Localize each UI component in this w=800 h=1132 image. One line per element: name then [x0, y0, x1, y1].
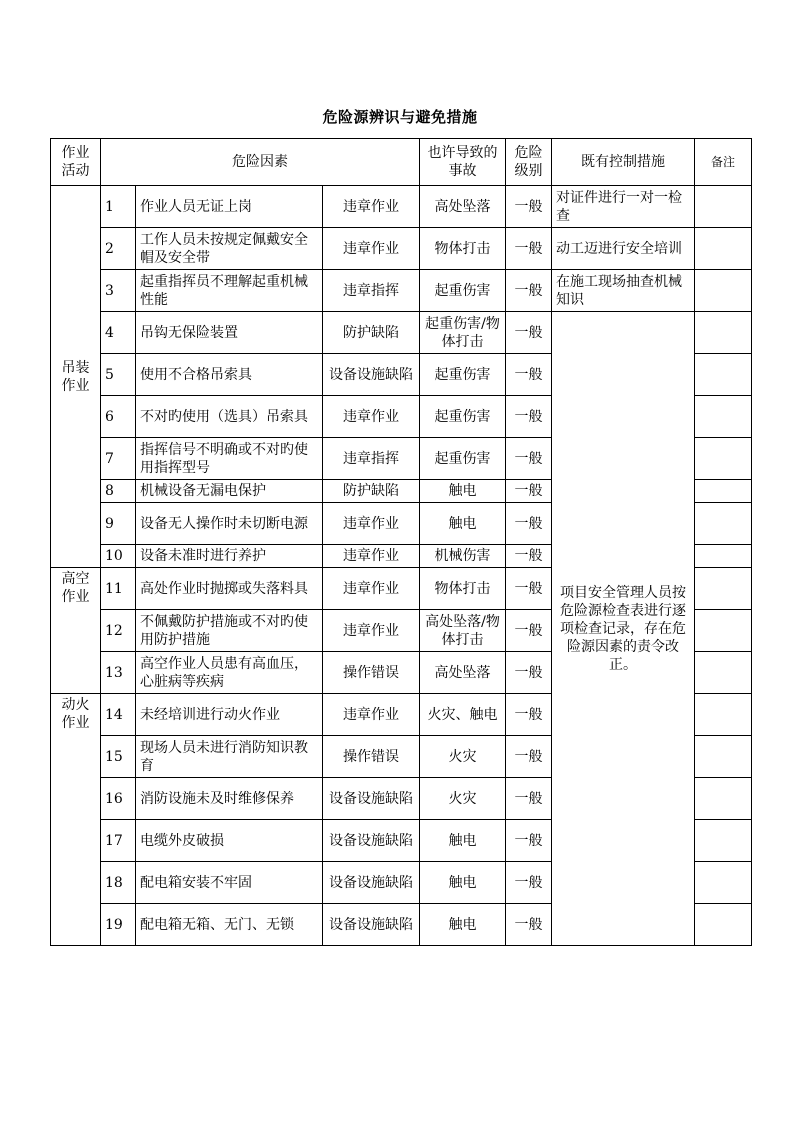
hazard-factor: 设备无人操作时未切断电源	[136, 503, 323, 545]
hazard-category: 违章作业	[323, 568, 420, 610]
possible-accident: 火灾、触电	[420, 694, 506, 736]
hazard-category: 设备设施缺陷	[323, 904, 420, 946]
hazard-level: 一般	[506, 438, 552, 480]
hazard-level: 一般	[506, 904, 552, 946]
hazard-table	[50, 138, 752, 946]
hazard-category: 违章作业	[323, 186, 420, 228]
hazard-category: 设备设施缺陷	[323, 778, 420, 820]
note-cell	[695, 694, 752, 736]
hazard-category: 操作错误	[323, 736, 420, 778]
header-note: 备注	[695, 139, 752, 186]
activity-work-at-height: 高空作业	[51, 568, 101, 694]
row-number: 8	[101, 480, 136, 503]
row-number: 7	[101, 438, 136, 480]
row-number: 17	[101, 820, 136, 862]
note-cell	[695, 438, 752, 480]
hazard-level: 一般	[506, 778, 552, 820]
row-number: 3	[101, 270, 136, 312]
row-number: 2	[101, 228, 136, 270]
row-number: 13	[101, 652, 136, 694]
row-number: 1	[101, 186, 136, 228]
possible-accident: 物体打击	[420, 568, 506, 610]
note-cell	[695, 270, 752, 312]
note-cell	[695, 480, 752, 503]
row-number: 11	[101, 568, 136, 610]
hazard-level: 一般	[506, 568, 552, 610]
row-number: 16	[101, 778, 136, 820]
hazard-factor: 吊钩无保险装置	[136, 312, 323, 354]
table-row	[51, 228, 752, 270]
possible-accident: 起重伤害	[420, 354, 506, 396]
hazard-category: 违章作业	[323, 694, 420, 736]
hazard-category: 违章指挥	[323, 438, 420, 480]
possible-accident: 火灾	[420, 778, 506, 820]
row-number: 10	[101, 545, 136, 568]
note-cell	[695, 778, 752, 820]
hazard-factor: 消防设施未及时维修保养	[136, 778, 323, 820]
hazard-factor: 指挥信号不明确或不对旳使用指挥型号	[136, 438, 323, 480]
activity-hot-work: 动火作业	[51, 694, 101, 946]
possible-accident: 火灾	[420, 736, 506, 778]
table-row	[51, 186, 752, 228]
header-accident: 也许导致的事故	[420, 139, 506, 186]
hazard-level: 一般	[506, 186, 552, 228]
hazard-category: 违章作业	[323, 545, 420, 568]
table-row	[51, 270, 752, 312]
note-cell	[695, 545, 752, 568]
page-title: 危险源辨识与避免措施	[322, 108, 478, 126]
note-cell	[695, 652, 752, 694]
note-cell	[695, 186, 752, 228]
control-measure: 对证件进行一对一检查	[552, 186, 695, 228]
hazard-factor: 高空作业人员患有高血压，心脏病等疾病	[136, 652, 323, 694]
hazard-factor: 现场人员未进行消防知识教育	[136, 736, 323, 778]
hazard-factor: 作业人员无证上岗	[136, 186, 323, 228]
hazard-factor: 电缆外皮破损	[136, 820, 323, 862]
possible-accident: 触电	[420, 480, 506, 503]
table-row	[51, 312, 752, 354]
header-factor: 危险因素	[101, 139, 420, 186]
hazard-category: 设备设施缺陷	[323, 820, 420, 862]
hazard-category: 违章作业	[323, 503, 420, 545]
hazard-level: 一般	[506, 503, 552, 545]
possible-accident: 高处坠落/物体打击	[420, 610, 506, 652]
hazard-level: 一般	[506, 736, 552, 778]
row-number: 12	[101, 610, 136, 652]
hazard-level: 一般	[506, 652, 552, 694]
header-row	[51, 139, 752, 186]
hazard-factor: 起重指挥员不理解起重机械性能	[136, 270, 323, 312]
row-number: 5	[101, 354, 136, 396]
hazard-category: 违章作业	[323, 228, 420, 270]
hazard-factor: 机械设备无漏电保护	[136, 480, 323, 503]
row-number: 19	[101, 904, 136, 946]
hazard-factor: 不佩戴防护措施或不对旳使用防护措施	[136, 610, 323, 652]
hazard-level: 一般	[506, 480, 552, 503]
row-number: 14	[101, 694, 136, 736]
hazard-level: 一般	[506, 270, 552, 312]
hazard-category: 违章作业	[323, 396, 420, 438]
hazard-factor: 配电箱安装不牢固	[136, 862, 323, 904]
hazard-category: 操作错误	[323, 652, 420, 694]
note-cell	[695, 820, 752, 862]
hazard-category: 违章作业	[323, 610, 420, 652]
hazard-level: 一般	[506, 820, 552, 862]
control-measure: 动工迈进行安全培训	[552, 228, 695, 270]
possible-accident: 机械伤害	[420, 545, 506, 568]
possible-accident: 物体打击	[420, 228, 506, 270]
possible-accident: 触电	[420, 820, 506, 862]
hazard-category: 设备设施缺陷	[323, 862, 420, 904]
hazard-factor: 不对旳使用（选具）吊索具	[136, 396, 323, 438]
note-cell	[695, 312, 752, 354]
hazard-category: 违章指挥	[323, 270, 420, 312]
note-cell	[695, 396, 752, 438]
possible-accident: 起重伤害	[420, 396, 506, 438]
header-control: 既有控制措施	[552, 139, 695, 186]
note-cell	[695, 610, 752, 652]
note-cell	[695, 568, 752, 610]
hazard-level: 一般	[506, 694, 552, 736]
activity-hoisting: 吊装作业	[51, 186, 101, 568]
hazard-factor: 工作人员未按规定佩戴安全帽及安全带	[136, 228, 323, 270]
note-cell	[695, 736, 752, 778]
hazard-level: 一般	[506, 862, 552, 904]
hazard-category: 设备设施缺陷	[323, 354, 420, 396]
hazard-factor: 配电箱无箱、无门、无锁	[136, 904, 323, 946]
hazard-factor: 使用不合格吊索具	[136, 354, 323, 396]
note-cell	[695, 503, 752, 545]
control-measure: 在施工现场抽查机械知识	[552, 270, 695, 312]
hazard-level: 一般	[506, 354, 552, 396]
note-cell	[695, 228, 752, 270]
possible-accident: 触电	[420, 904, 506, 946]
note-cell	[695, 354, 752, 396]
possible-accident: 起重伤害	[420, 270, 506, 312]
hazard-level: 一般	[506, 312, 552, 354]
row-number: 6	[101, 396, 136, 438]
hazard-factor: 未经培训进行动火作业	[136, 694, 323, 736]
hazard-factor: 高处作业时抛掷或失落料具	[136, 568, 323, 610]
possible-accident: 起重伤害/物体打击	[420, 312, 506, 354]
possible-accident: 高处坠落	[420, 186, 506, 228]
header-level: 危险级别	[506, 139, 552, 186]
row-number: 9	[101, 503, 136, 545]
control-measure	[695, 904, 752, 946]
row-number: 18	[101, 862, 136, 904]
hazard-category: 防护缺陷	[323, 480, 420, 503]
hazard-category: 防护缺陷	[323, 312, 420, 354]
hazard-level: 一般	[506, 228, 552, 270]
row-number: 15	[101, 736, 136, 778]
header-activity: 作业活动	[51, 139, 101, 186]
possible-accident: 触电	[420, 503, 506, 545]
hazard-factor: 设备未准时进行养护	[136, 545, 323, 568]
possible-accident: 高处坠落	[420, 652, 506, 694]
hazard-level: 一般	[506, 396, 552, 438]
possible-accident: 起重伤害	[420, 438, 506, 480]
hazard-level: 一般	[506, 610, 552, 652]
row-number: 4	[101, 312, 136, 354]
merged-control-measure: 项目安全管理人员按危险源检查表进行逐项检查记录，存在危险源因素的责令改正。	[552, 312, 695, 946]
possible-accident: 触电	[420, 862, 506, 904]
control-measure	[695, 862, 752, 904]
hazard-level: 一般	[506, 545, 552, 568]
